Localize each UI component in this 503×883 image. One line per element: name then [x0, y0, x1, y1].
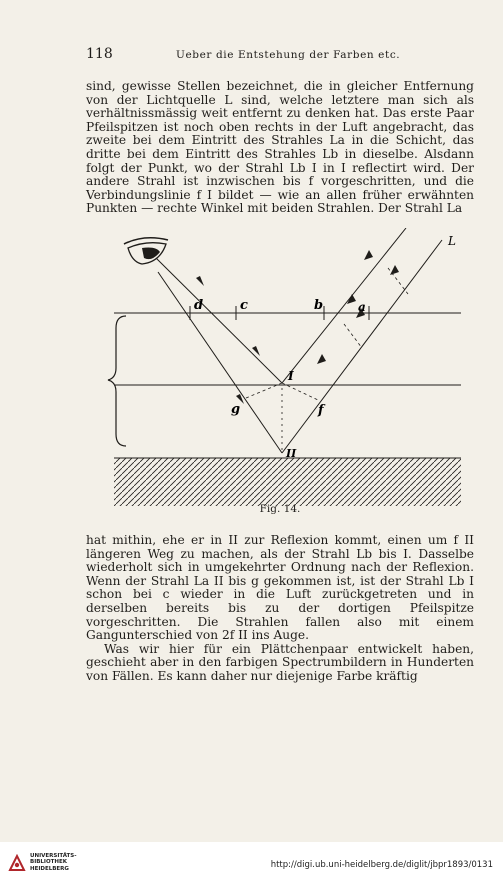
label-d: d [194, 298, 204, 313]
arrow-head [347, 294, 356, 304]
label-a: a [358, 300, 366, 314]
library-name-line: BIBLIOTHEK [30, 859, 68, 866]
arrow-head [196, 276, 204, 286]
label-f: f [318, 403, 324, 418]
label-b: b [314, 298, 324, 313]
page-number: 118 [86, 46, 113, 62]
figure-caption: Fig. 14. [259, 503, 301, 515]
layer-brace [108, 316, 126, 446]
ray-Lb [282, 228, 406, 383]
label-II: II [286, 447, 297, 460]
body-text-bottom [86, 534, 474, 684]
ray-reflected-I [156, 258, 282, 383]
label-L: L [448, 234, 456, 248]
body-text-top [86, 80, 474, 216]
running-title: Ueber die Entstehung der Farben etc. [176, 49, 401, 61]
dashed-perpendicular [282, 383, 318, 400]
figure-14-diagram [86, 228, 476, 518]
label-I: I [288, 369, 294, 383]
arrow-head [390, 265, 399, 275]
library-name-line: HEIDELBERG [30, 865, 69, 872]
digitization-footer [0, 842, 503, 883]
library-name [30, 853, 77, 872]
dashed-perpendicular [344, 324, 362, 348]
paragraph: hat mithin, ehe er in II zur Reflexion kommt, einen um f II längeren Weg zu machen, als der Strahl Lb bis I. Dasselbe wiederholt sich in umgekehrter Ordnung nach der Reflexion. Wenn der Strahl La II bis g gekommen ist, ist der Strahl Lb I schon bei c wieder in die Luft zurückgetreten und in derselben bereits bis zu der dortigen Pfeilspitze vorgeschritten. Die Strahlen fallen also mit einem Gangunterschied von 2f II ins Auge. [86, 533, 474, 643]
source-url-link[interactable]: http://digi.ub.uni-heidelberg.de/diglit/jbpr1893/0131 [270, 860, 493, 870]
eye-icon [124, 238, 168, 264]
ray-reflected-II [158, 272, 282, 453]
label-c: c [240, 298, 248, 313]
library-name-line: UNIVERSITÄTS- [30, 853, 77, 859]
page-header [86, 44, 476, 64]
paragraph: Was wir hier für ein Plättchenpaar entwickelt haben, geschieht aber in den farbigen Spectrumbildern in Hunderten von Fällen. Es kann daher nur diejenige Farbe kräftig [86, 641, 474, 683]
arrow-head [317, 354, 326, 364]
paragraph: sind, gewisse Stellen bezeichnet, die in gleicher Entfernung von der Lichtquelle L sind, welche letztere man sich als verhältnissmässig weit entfernt zu denken hat. Das erste Paar Pfeilspitzen ist noch oben rechts in der Luft angebracht, das zweite bei dem Eintritt des Strahles La in die Schicht, das dritte bei dem Eintritt des Strahles Lb in dieselbe. Alsdann folgt der Punkt, wo der Strahl Lb I in I reflectirt wird. Der andere Strahl ist inzwischen bis f vorgeschritten, und die Verbindungslinie f I bildet — wie an allen früher erwähnten Punkten — rechte Winkel mit beiden Strahlen. Der Strahl La [86, 79, 474, 216]
label-g: g [231, 402, 241, 417]
ray-La [282, 240, 442, 453]
library-logo-icon [8, 854, 26, 872]
hatched-ground [114, 458, 461, 506]
arrow-head [364, 250, 373, 260]
